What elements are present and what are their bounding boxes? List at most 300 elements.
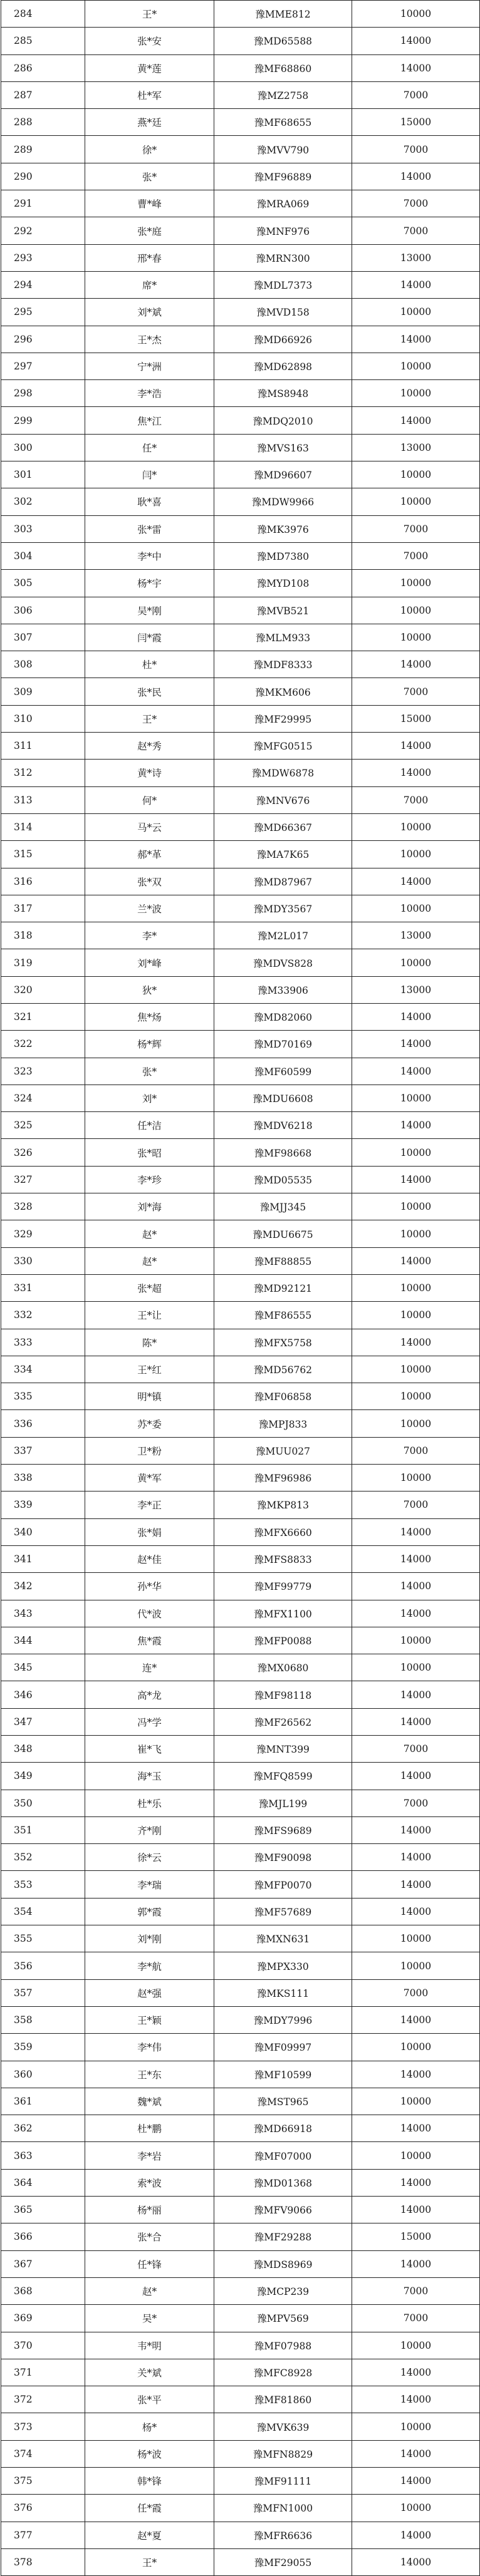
plate-number-cell: 豫MF98118 xyxy=(214,1681,352,1708)
name-cell: 李*浩 xyxy=(85,380,214,407)
plate-number-cell: 豫MDL7373 xyxy=(214,271,352,298)
amount-cell: 10000 xyxy=(352,1952,480,1979)
table-row xyxy=(1,2413,480,2440)
name-cell: 耿*喜 xyxy=(85,488,214,515)
name-cell: 张*平 xyxy=(85,2386,214,2413)
table-row xyxy=(1,542,480,569)
amount-cell: 10000 xyxy=(352,1139,480,1166)
plate-number-cell: 豫MF81860 xyxy=(214,2386,352,2413)
name-cell: 徐* xyxy=(85,136,214,163)
plate-number-cell: 豫MJJ345 xyxy=(214,1193,352,1220)
amount-cell: 14000 xyxy=(352,54,480,81)
table-row xyxy=(1,434,480,461)
row-number-cell: 348 xyxy=(1,1736,85,1763)
table-row xyxy=(1,1329,480,1356)
name-cell: 任* xyxy=(85,434,214,461)
row-number-cell: 327 xyxy=(1,1166,85,1193)
plate-number-cell: 豫M2L017 xyxy=(214,922,352,949)
name-cell: 张*超 xyxy=(85,1274,214,1301)
row-number-cell: 351 xyxy=(1,1816,85,1843)
plate-number-cell: 豫MDU6675 xyxy=(214,1220,352,1247)
row-number-cell: 338 xyxy=(1,1465,85,1492)
amount-cell: 10000 xyxy=(352,1654,480,1681)
amount-cell: 14000 xyxy=(352,1573,480,1600)
name-cell: 张*双 xyxy=(85,868,214,895)
table-row xyxy=(1,1112,480,1139)
name-cell: 刘*海 xyxy=(85,1193,214,1220)
name-cell: 李*正 xyxy=(85,1492,214,1518)
name-cell: 杨*波 xyxy=(85,2440,214,2467)
row-number-cell: 288 xyxy=(1,109,85,136)
plate-number-cell: 豫MZ2758 xyxy=(214,81,352,108)
row-number-cell: 369 xyxy=(1,2305,85,2332)
amount-cell: 14000 xyxy=(352,2006,480,2033)
name-cell: 兰*波 xyxy=(85,895,214,922)
table-row xyxy=(1,2250,480,2277)
name-cell: 郭*霞 xyxy=(85,1898,214,1925)
row-number-cell: 345 xyxy=(1,1654,85,1681)
amount-cell: 14000 xyxy=(352,2468,480,2495)
amount-cell: 14000 xyxy=(352,1816,480,1843)
amount-cell: 10000 xyxy=(352,2142,480,2169)
plate-number-cell: 豫MNF976 xyxy=(214,217,352,244)
plate-number-cell: 豫MDU6608 xyxy=(214,1084,352,1111)
amount-cell: 14000 xyxy=(352,1112,480,1139)
plate-number-cell: 豫MFP0070 xyxy=(214,1871,352,1898)
plate-number-cell: 豫MFC8928 xyxy=(214,2359,352,2386)
amount-cell: 10000 xyxy=(352,1,480,28)
table-row xyxy=(1,2548,480,2575)
table-row xyxy=(1,624,480,651)
row-number-cell: 296 xyxy=(1,326,85,353)
name-cell: 闫*霞 xyxy=(85,624,214,651)
name-cell: 刘*刚 xyxy=(85,1925,214,1952)
amount-cell: 14000 xyxy=(352,2548,480,2575)
row-number-cell: 324 xyxy=(1,1084,85,1111)
plate-number-cell: 豫MF68860 xyxy=(214,54,352,81)
name-cell: 杜*军 xyxy=(85,81,214,108)
amount-cell: 7000 xyxy=(352,1437,480,1464)
table-row xyxy=(1,1302,480,1329)
row-number-cell: 293 xyxy=(1,244,85,271)
plate-number-cell: 豫MF98668 xyxy=(214,1139,352,1166)
table-row xyxy=(1,136,480,163)
plate-number-cell: 豫MS8948 xyxy=(214,380,352,407)
row-number-cell: 307 xyxy=(1,624,85,651)
table-row xyxy=(1,488,480,515)
table-row xyxy=(1,163,480,190)
table-row xyxy=(1,678,480,705)
row-number-cell: 290 xyxy=(1,163,85,190)
amount-cell: 7000 xyxy=(352,678,480,705)
amount-cell: 10000 xyxy=(352,895,480,922)
amount-cell: 10000 xyxy=(352,1302,480,1329)
amount-cell: 14000 xyxy=(352,1844,480,1871)
plate-number-cell: 豫MD62898 xyxy=(214,353,352,379)
amount-cell: 10000 xyxy=(352,1383,480,1410)
name-cell: 王*红 xyxy=(85,1356,214,1383)
amount-cell: 10000 xyxy=(352,1220,480,1247)
row-number-cell: 321 xyxy=(1,1003,85,1030)
table-row xyxy=(1,407,480,434)
name-cell: 杨* xyxy=(85,2413,214,2440)
table-row xyxy=(1,2277,480,2304)
amount-cell: 10000 xyxy=(352,2495,480,2522)
row-number-cell: 331 xyxy=(1,1274,85,1301)
name-cell: 赵*秀 xyxy=(85,733,214,760)
row-number-cell: 367 xyxy=(1,2250,85,2277)
name-cell: 张*安 xyxy=(85,28,214,54)
amount-cell: 14000 xyxy=(352,1166,480,1193)
amount-cell: 14000 xyxy=(352,733,480,760)
plate-number-cell: 豫MFN8829 xyxy=(214,2440,352,2467)
row-number-cell: 359 xyxy=(1,2034,85,2061)
table-row xyxy=(1,1166,480,1193)
row-number-cell: 371 xyxy=(1,2359,85,2386)
plate-number-cell: 豫MFG0515 xyxy=(214,733,352,760)
row-number-cell: 320 xyxy=(1,976,85,1003)
row-number-cell: 315 xyxy=(1,841,85,868)
amount-cell: 10000 xyxy=(352,353,480,379)
name-cell: 黄*诗 xyxy=(85,760,214,786)
plate-number-cell: 豫MD82060 xyxy=(214,1003,352,1030)
row-number-cell: 337 xyxy=(1,1437,85,1464)
amount-cell: 10000 xyxy=(352,2088,480,2115)
table-row xyxy=(1,2034,480,2061)
table-row xyxy=(1,1437,480,1464)
table-row xyxy=(1,2223,480,2250)
table-row xyxy=(1,2061,480,2088)
name-cell: 席* xyxy=(85,271,214,298)
table-row xyxy=(1,54,480,81)
name-cell: 赵*强 xyxy=(85,1979,214,2006)
row-number-cell: 354 xyxy=(1,1898,85,1925)
amount-cell: 7000 xyxy=(352,2305,480,2332)
table-row xyxy=(1,1708,480,1735)
table-row xyxy=(1,2495,480,2522)
amount-cell: 14000 xyxy=(352,1003,480,1030)
name-cell: 任*洁 xyxy=(85,1112,214,1139)
table-row xyxy=(1,2142,480,2169)
table-row xyxy=(1,109,480,136)
name-cell: 魏*斌 xyxy=(85,2088,214,2115)
table-row xyxy=(1,244,480,271)
name-cell: 齐*刚 xyxy=(85,1816,214,1843)
name-cell: 张*民 xyxy=(85,678,214,705)
plate-number-cell: 豫MST965 xyxy=(214,2088,352,2115)
name-cell: 狄* xyxy=(85,976,214,1003)
plate-number-cell: 豫MD66367 xyxy=(214,813,352,840)
amount-cell: 14000 xyxy=(352,2522,480,2548)
amount-cell: 10000 xyxy=(352,2034,480,2061)
table-row xyxy=(1,1465,480,1492)
name-cell: 张* xyxy=(85,1058,214,1084)
table-row xyxy=(1,1573,480,1600)
plate-number-cell: 豫MPJ833 xyxy=(214,1410,352,1437)
table-row xyxy=(1,1871,480,1898)
name-cell: 冯*学 xyxy=(85,1708,214,1735)
amount-cell: 10000 xyxy=(352,949,480,976)
plate-number-cell: 豫MXN631 xyxy=(214,1925,352,1952)
name-cell: 吴* xyxy=(85,2305,214,2332)
table-row xyxy=(1,2088,480,2115)
plate-number-cell: 豫MNV676 xyxy=(214,786,352,813)
plate-number-cell: 豫MD66918 xyxy=(214,2115,352,2142)
row-number-cell: 306 xyxy=(1,597,85,624)
plate-number-cell: 豫MVB521 xyxy=(214,597,352,624)
amount-cell: 10000 xyxy=(352,380,480,407)
plate-number-cell: 豫MDQ2010 xyxy=(214,407,352,434)
name-cell: 关*斌 xyxy=(85,2359,214,2386)
name-cell: 燕*廷 xyxy=(85,109,214,136)
plate-number-cell: 豫MF96889 xyxy=(214,163,352,190)
amount-cell: 14000 xyxy=(352,1898,480,1925)
amount-cell: 7000 xyxy=(352,81,480,108)
row-number-cell: 357 xyxy=(1,1979,85,2006)
row-number-cell: 301 xyxy=(1,461,85,488)
plate-number-cell: 豫MD01368 xyxy=(214,2169,352,2196)
name-cell: 郝*革 xyxy=(85,841,214,868)
row-number-cell: 323 xyxy=(1,1058,85,1084)
row-number-cell: 302 xyxy=(1,488,85,515)
plate-number-cell: 豫MF06858 xyxy=(214,1383,352,1410)
name-cell: 赵* xyxy=(85,2277,214,2304)
row-number-cell: 350 xyxy=(1,1790,85,1816)
table-row xyxy=(1,2440,480,2467)
table-row xyxy=(1,1220,480,1247)
plate-number-cell: 豫MFS8833 xyxy=(214,1545,352,1572)
table-row xyxy=(1,1058,480,1084)
plate-number-cell: 豫MFP0088 xyxy=(214,1627,352,1654)
name-cell: 何* xyxy=(85,786,214,813)
table-row xyxy=(1,299,480,326)
name-cell: 张*娟 xyxy=(85,1518,214,1545)
plate-number-cell: 豫M33906 xyxy=(214,976,352,1003)
row-number-cell: 372 xyxy=(1,2386,85,2413)
plate-number-cell: 豫MDS8969 xyxy=(214,2250,352,2277)
name-cell: 明*镇 xyxy=(85,1383,214,1410)
table-row xyxy=(1,2359,480,2386)
name-cell: 李* xyxy=(85,922,214,949)
row-number-cell: 330 xyxy=(1,1247,85,1274)
amount-cell: 7000 xyxy=(352,1790,480,1816)
table-row xyxy=(1,1383,480,1410)
name-cell: 焦*江 xyxy=(85,407,214,434)
name-cell: 连* xyxy=(85,1654,214,1681)
row-number-cell: 297 xyxy=(1,353,85,379)
table-row xyxy=(1,2305,480,2332)
table-row xyxy=(1,1816,480,1843)
amount-cell: 14000 xyxy=(352,1329,480,1356)
row-number-cell: 332 xyxy=(1,1302,85,1329)
amount-cell: 14000 xyxy=(352,868,480,895)
amount-cell: 7000 xyxy=(352,190,480,217)
row-number-cell: 361 xyxy=(1,2088,85,2115)
name-cell: 任*霞 xyxy=(85,2495,214,2522)
amount-cell: 15000 xyxy=(352,705,480,732)
table-row xyxy=(1,515,480,542)
name-cell: 焦*霞 xyxy=(85,1627,214,1654)
name-cell: 王*颖 xyxy=(85,2006,214,2033)
row-number-cell: 328 xyxy=(1,1193,85,1220)
amount-cell: 14000 xyxy=(352,407,480,434)
plate-number-cell: 豫MFS9689 xyxy=(214,1816,352,1843)
row-number-cell: 310 xyxy=(1,705,85,732)
plate-number-cell: 豫MD56762 xyxy=(214,1356,352,1383)
table-row xyxy=(1,2006,480,2033)
plate-number-cell: 豫MF29288 xyxy=(214,2223,352,2250)
amount-cell: 15000 xyxy=(352,2223,480,2250)
table-row xyxy=(1,841,480,868)
amount-cell: 14000 xyxy=(352,326,480,353)
name-cell: 韩*锋 xyxy=(85,2468,214,2495)
amount-cell: 7000 xyxy=(352,1979,480,2006)
amount-cell: 14000 xyxy=(352,2197,480,2223)
name-cell: 海*玉 xyxy=(85,1763,214,1790)
amount-cell: 14000 xyxy=(352,2061,480,2088)
name-cell: 黄*莲 xyxy=(85,54,214,81)
row-number-cell: 317 xyxy=(1,895,85,922)
plate-number-cell: 豫MF60599 xyxy=(214,1058,352,1084)
table-row xyxy=(1,1952,480,1979)
name-cell: 张*庭 xyxy=(85,217,214,244)
row-number-cell: 358 xyxy=(1,2006,85,2033)
row-number-cell: 294 xyxy=(1,271,85,298)
table-row xyxy=(1,380,480,407)
name-cell: 吴*刚 xyxy=(85,597,214,624)
name-cell: 杨*宇 xyxy=(85,570,214,597)
amount-cell: 7000 xyxy=(352,515,480,542)
name-cell: 代*波 xyxy=(85,1600,214,1627)
table-row xyxy=(1,1654,480,1681)
table-row xyxy=(1,705,480,732)
row-number-cell: 346 xyxy=(1,1681,85,1708)
amount-cell: 10000 xyxy=(352,299,480,326)
plate-number-cell: 豫MVV790 xyxy=(214,136,352,163)
row-number-cell: 366 xyxy=(1,2223,85,2250)
plate-number-cell: 豫MF29055 xyxy=(214,2548,352,2575)
plate-number-cell: 豫MF57689 xyxy=(214,1898,352,1925)
name-cell: 崔*飞 xyxy=(85,1736,214,1763)
amount-cell: 10000 xyxy=(352,570,480,597)
name-cell: 陈* xyxy=(85,1329,214,1356)
amount-cell: 7000 xyxy=(352,136,480,163)
name-cell: 赵* xyxy=(85,1220,214,1247)
amount-cell: 14000 xyxy=(352,2359,480,2386)
table-row xyxy=(1,868,480,895)
name-cell: 刘*峰 xyxy=(85,949,214,976)
table-row xyxy=(1,1356,480,1383)
table-row xyxy=(1,1979,480,2006)
plate-number-cell: 豫MME812 xyxy=(214,1,352,28)
amount-cell: 14000 xyxy=(352,1031,480,1058)
plate-number-cell: 豫MJL199 xyxy=(214,1790,352,1816)
amount-cell: 14000 xyxy=(352,1058,480,1084)
name-cell: 杜*乐 xyxy=(85,1790,214,1816)
plate-number-cell: 豫MKP813 xyxy=(214,1492,352,1518)
name-cell: 张*昭 xyxy=(85,1139,214,1166)
row-number-cell: 287 xyxy=(1,81,85,108)
plate-number-cell: 豫MDF8333 xyxy=(214,651,352,678)
table-row xyxy=(1,1898,480,1925)
name-cell: 索*波 xyxy=(85,2169,214,2196)
plate-number-cell: 豫MF99779 xyxy=(214,1573,352,1600)
amount-cell: 14000 xyxy=(352,163,480,190)
row-number-cell: 368 xyxy=(1,2277,85,2304)
plate-number-cell: 豫MVD158 xyxy=(214,299,352,326)
amount-cell: 14000 xyxy=(352,760,480,786)
plate-number-cell: 豫MKS111 xyxy=(214,1979,352,2006)
table-row xyxy=(1,1247,480,1274)
amount-cell: 7000 xyxy=(352,217,480,244)
table-row xyxy=(1,1084,480,1111)
table-row xyxy=(1,1736,480,1763)
amount-cell: 14000 xyxy=(352,2250,480,2277)
amount-cell: 10000 xyxy=(352,488,480,515)
row-number-cell: 303 xyxy=(1,515,85,542)
table-row xyxy=(1,597,480,624)
name-cell: 徐*云 xyxy=(85,1844,214,1871)
amount-cell: 14000 xyxy=(352,651,480,678)
amount-cell: 7000 xyxy=(352,786,480,813)
amount-cell: 10000 xyxy=(352,597,480,624)
table-row xyxy=(1,651,480,678)
name-cell: 张*合 xyxy=(85,2223,214,2250)
row-number-cell: 362 xyxy=(1,2115,85,2142)
amount-cell: 14000 xyxy=(352,1708,480,1735)
row-number-cell: 319 xyxy=(1,949,85,976)
plate-number-cell: 豫MYD108 xyxy=(214,570,352,597)
amount-cell: 14000 xyxy=(352,2386,480,2413)
name-cell: 黄*军 xyxy=(85,1465,214,1492)
plate-number-cell: 豫MD87967 xyxy=(214,868,352,895)
amount-cell: 14000 xyxy=(352,1545,480,1572)
table-row xyxy=(1,1790,480,1816)
table-row xyxy=(1,1003,480,1030)
amount-cell: 14000 xyxy=(352,2169,480,2196)
amount-cell: 10000 xyxy=(352,1274,480,1301)
name-cell: 杨*丽 xyxy=(85,2197,214,2223)
amount-cell: 13000 xyxy=(352,434,480,461)
amount-cell: 10000 xyxy=(352,1925,480,1952)
row-number-cell: 378 xyxy=(1,2548,85,2575)
table-body xyxy=(1,1,480,2576)
table-row xyxy=(1,2197,480,2223)
amount-cell: 14000 xyxy=(352,271,480,298)
plate-number-cell: 豫MFN1000 xyxy=(214,2495,352,2522)
plate-number-cell: 豫MFX1100 xyxy=(214,1600,352,1627)
table-row xyxy=(1,1763,480,1790)
row-number-cell: 360 xyxy=(1,2061,85,2088)
plate-number-cell: 豫MFR6636 xyxy=(214,2522,352,2548)
amount-cell: 13000 xyxy=(352,922,480,949)
table-row xyxy=(1,1492,480,1518)
row-number-cell: 342 xyxy=(1,1573,85,1600)
table-row xyxy=(1,2115,480,2142)
row-number-cell: 339 xyxy=(1,1492,85,1518)
row-number-cell: 374 xyxy=(1,2440,85,2467)
name-cell: 王*杰 xyxy=(85,326,214,353)
name-cell: 赵*佳 xyxy=(85,1545,214,1572)
plate-number-cell: 豫MPX330 xyxy=(214,1952,352,1979)
amount-cell: 14000 xyxy=(352,1871,480,1898)
plate-number-cell: 豫MVK639 xyxy=(214,2413,352,2440)
amount-cell: 7000 xyxy=(352,1736,480,1763)
name-cell: 王*让 xyxy=(85,1302,214,1329)
row-number-cell: 355 xyxy=(1,1925,85,1952)
table-row xyxy=(1,1545,480,1572)
table-row xyxy=(1,1600,480,1627)
